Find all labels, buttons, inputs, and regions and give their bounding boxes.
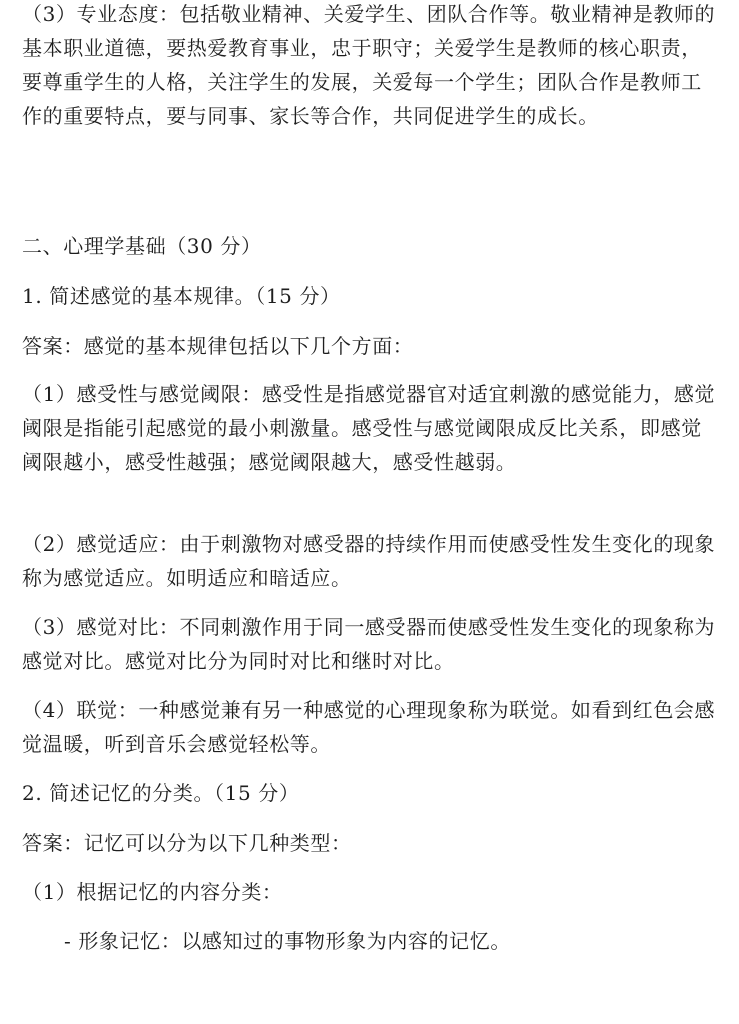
answer-1-intro: 答案：感觉的基本规律包括以下几个方面：	[22, 334, 414, 358]
image-memory-item: - 形象记忆：以感知过的事物形象为内容的记忆。	[64, 929, 511, 953]
memory-classification-by-content: （1）根据记忆的内容分类：	[22, 880, 283, 904]
professional-attitude-paragraph: （3）专业态度：包括敬业精神、关爱学生、团队合作等。敬业精神是教师的基本职业道德，要热爱教育事业，忠于职守；关爱学生是教师的核心职责，要尊重学生的人格，关注学生的发展，关爱每一个学生；团队合作是教师工作的重要特点，要与同事、家长等合作，共同促进学生的成长。	[22, 2, 716, 128]
question-1: 1. 简述感觉的基本规律。（15 分）	[22, 284, 341, 308]
sensation-law-2: （2）感觉适应：由于刺激物对感受器的持续作用而使感受性发生变化的现象称为感觉适应。如明适应和暗适应。	[22, 532, 716, 590]
sensation-law-4: （4）联觉：一种感觉兼有另一种感觉的心理现象称为联觉。如看到红色会感觉温暖，听到音乐会感觉轻松等。	[22, 698, 716, 756]
section-heading-psychology: 二、心理学基础（30 分）	[22, 234, 262, 258]
sensation-law-1: （1）感受性与感觉阈限：感受性是指感觉器官对适宜刺激的感觉能力，感觉阈限是指能引起感觉的最小刺激量。感受性与感觉阈限成反比关系，即感觉阈限越小，感受性越强；感觉阈限越大，感受性越弱。	[22, 382, 716, 474]
answer-2-intro: 答案：记忆可以分为以下几种类型：	[22, 831, 352, 855]
sensation-law-3: （3）感觉对比：不同刺激作用于同一感受器而使感受性发生变化的现象称为感觉对比。感觉对比分为同时对比和继时对比。	[22, 615, 716, 673]
question-2: 2. 简述记忆的分类。（15 分）	[22, 781, 300, 805]
